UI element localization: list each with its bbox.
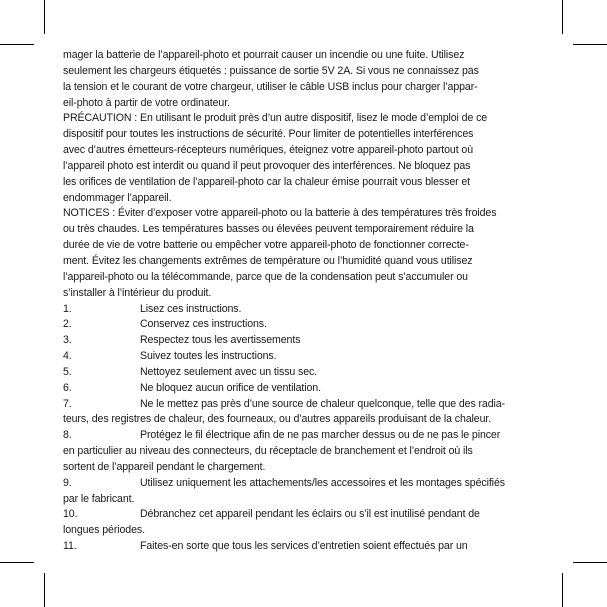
paragraph-line: PRÉCAUTION : En utilisant le produit près d’un autre dispositif, lisez le mode d’emploi de ce (63, 112, 488, 125)
list-item-first-line (63, 507, 549, 523)
safety-instructions-list (63, 302, 549, 556)
list-item-text: Protégez le fil électrique afin de ne pas marcher dessus ou de ne pas le pincer (140, 429, 501, 442)
list-item-continuation: sortent de l’appareil pendant le chargement. (63, 460, 266, 473)
crop-mark-left-top (0, 44, 34, 45)
paragraph-line: eil-photo à partir de votre ordinateur. (63, 96, 230, 109)
list-item-number: 3. (63, 334, 72, 347)
paragraph-line: endommager l’appareil. (63, 191, 172, 204)
list-item-continuation: en particulier au niveau des connecteurs, du réceptacle de branchement et l’endroit où ils (63, 445, 473, 458)
list-item-first-line (63, 428, 549, 444)
paragraph-line: ment. Évitez les changements extrêmes de température ou l’humidité quand vous utilisez (63, 254, 473, 267)
list-item-continuation: teurs, des registres de chaleur, des fourneaux, ou d’autres appareils produisant de la chaleur. (63, 413, 492, 426)
list-item-first-line (63, 381, 549, 397)
crop-mark-right-bottom (573, 562, 607, 563)
list-item-text: Débranchez cet appareil pendant les éclairs ou s’il est inutilisé pendant de (140, 508, 480, 521)
list-item-number: 11. (63, 540, 77, 553)
crop-mark-bottom-right (562, 573, 563, 607)
list-item-text: Nettoyez seulement avec un tissu sec. (140, 365, 318, 378)
list-item-text: Respectez tous les avertissements (140, 334, 301, 347)
paragraph-line: durée de vie de votre batterie ou empêcher votre appareil-photo de fonctionner correcte- (63, 239, 469, 252)
crop-mark-left-bottom (0, 562, 34, 563)
crop-mark-top-left (44, 0, 45, 34)
list-item-text: Lisez ces instructions. (140, 302, 242, 315)
paragraph-line: dispositif pour toutes les instructions de sécurité. Pour limiter de potentielles interférences (63, 128, 474, 141)
list-item-number: 4. (63, 350, 72, 363)
list-item-number: 8. (63, 429, 72, 442)
paragraph-line: mager la batterie de l’appareil-photo et pourrait causer un incendie ou une fuite. Utilisez (63, 49, 465, 61)
paragraph-line: l’appareil-photo ou la télécommande, parce que de la condensation peut s’accumuler ou (63, 270, 468, 283)
list-item-first-line (63, 349, 549, 365)
crop-mark-bottom-left (44, 573, 45, 607)
paragraph-line: NOTICES : Éviter d’exposer votre appareil-photo ou la batterie à des températures très froides (63, 207, 497, 220)
manual-page-text (63, 48, 549, 555)
list-item-number: 1. (63, 302, 72, 315)
list-item (63, 317, 549, 333)
paragraph-line: les orifices de ventilation de l’appareil-photo car la chaleur émise pourrait vous blesser et (63, 175, 471, 188)
crop-mark-right-top (573, 44, 607, 45)
list-item (63, 476, 549, 508)
list-item-number: 5. (63, 365, 72, 378)
paragraph-line: ou très chaudes. Les températures basses ou élevées peuvent temporairement réduire la (63, 223, 474, 236)
list-item (63, 397, 549, 429)
list-item-first-line (63, 539, 549, 555)
list-item-number: 10. (63, 508, 78, 521)
list-item-number: 6. (63, 381, 72, 394)
list-item-text: Conservez ces instructions. (140, 318, 267, 331)
paragraph-line: l’appareil photo est interdit ou quand il peut provoquer des interférences. Ne bloquez pas (63, 159, 471, 172)
list-item (63, 539, 549, 555)
list-item-continuation: par le fabricant. (63, 492, 135, 505)
list-item (63, 507, 549, 539)
list-item (63, 333, 549, 349)
crop-mark-top-right (562, 0, 563, 34)
list-item-text: Faites-en sorte que tous les services d’entretien soient effectués par un (140, 540, 468, 553)
list-item-continuation: longues périodes. (63, 524, 145, 537)
list-item-text: Suivez toutes les instructions. (140, 350, 277, 363)
list-item-text: Utilisez uniquement les attachements/les accessoires et les montages spécifiés (140, 476, 505, 489)
paragraph-line: s’installer à l’intérieur du produit. (63, 286, 212, 299)
list-item (63, 302, 549, 318)
list-item-number: 7. (63, 397, 72, 410)
list-item-number: 2. (63, 318, 72, 331)
list-item (63, 428, 549, 476)
list-item (63, 349, 549, 365)
paragraph-line: seulement les chargeurs étiquetés : puissance de sortie 5V 2A. Si vous ne connaissez pas (63, 64, 479, 77)
list-item-first-line (63, 302, 549, 318)
list-item-first-line (63, 476, 549, 492)
list-item-first-line (63, 317, 549, 333)
list-item-first-line (63, 397, 549, 413)
list-item-number: 9. (63, 476, 72, 489)
list-item-text: Ne le mettez pas près d’une source de chaleur quelconque, telle que des radia- (140, 397, 505, 410)
paragraph-line: avec d’autres émetteurs-récepteurs numériques, éteignez votre appareil-photo partout où (63, 144, 473, 157)
list-item (63, 365, 549, 381)
list-item-first-line (63, 365, 549, 381)
list-item (63, 381, 549, 397)
list-item-first-line (63, 333, 549, 349)
safety-paragraphs (63, 48, 549, 302)
paragraph-line: la tension et le courant de votre chargeur, utiliser le câble USB inclus pour charger l’appar- (63, 80, 478, 93)
list-item-text: Ne bloquez aucun orifice de ventilation. (140, 381, 321, 394)
